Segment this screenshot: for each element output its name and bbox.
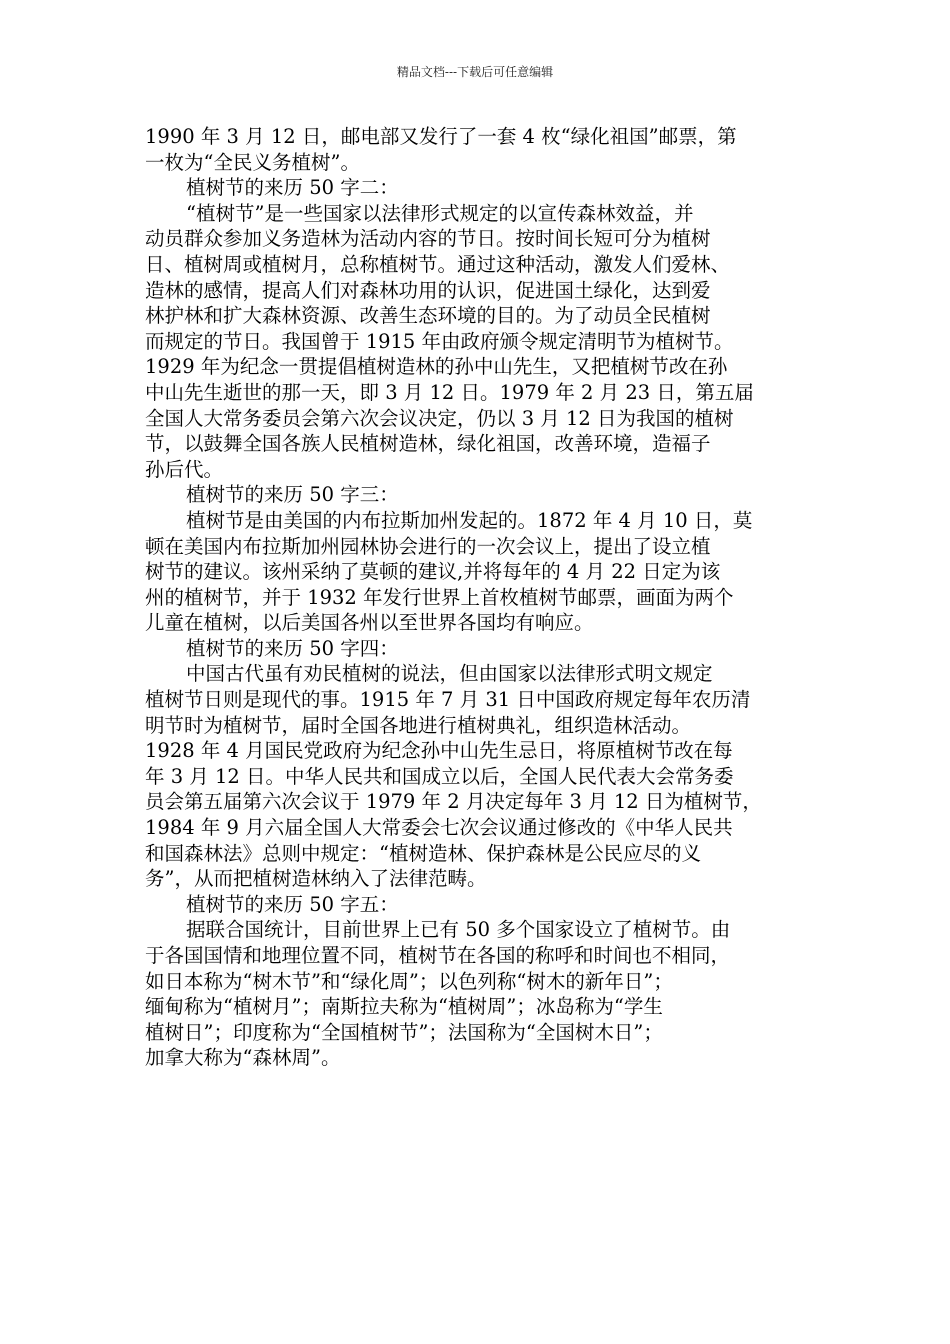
text-line: 植树节的来历 50 字三：	[186, 483, 399, 507]
text-line: 动员群众参加义务造林为活动内容的节日。按时间长短可分为植树	[145, 227, 711, 251]
text-line: 中国古代虽有劝民植树的说法，但由国家以法律形式明文规定	[186, 662, 713, 686]
text-line: 林护林和扩大森林资源、改善生态环境的目的。为了动员全民植树	[145, 304, 711, 328]
text-line: 植树节的来历 50 字五：	[186, 892, 399, 916]
text-line: 于各国国情和地理位置不同，植树节在各国的称呼和时间也不相同，	[145, 944, 731, 967]
text-line: 一枚为“全民义务植树”。	[145, 150, 360, 174]
text-line: 和国森林法》总则中规定：“植树造林、保护森林是公民应尽的义	[145, 841, 701, 865]
text-line: 1929 年为纪念一贯提倡植树造林的孙中山先生，又把植树节改在孙	[145, 355, 728, 379]
text-line: 州的植树节，并于 1932 年发行世界上首枚植树节邮票，画面为两个	[145, 585, 734, 609]
text-line: 儿童在植树，以后美国各州以至世界各国均有响应。	[145, 611, 594, 635]
page-header: 精品文档---下载后可任意编辑	[396, 65, 554, 79]
text-line: 员会第五届第六次会议于 1979 年 2 月决定每年 3 月 12 日为植树节，	[145, 790, 762, 814]
text-line: 树节的建议。该州采纳了莫顿的建议,并将每年的 4 月 22 日定为该	[145, 560, 721, 584]
text-line: 孙后代。	[145, 457, 224, 481]
text-line: 植树节的来历 50 字四：	[186, 636, 399, 660]
text-line: 造林的感情，提高人们对森林功用的认识，促进国土绿化，达到爱	[145, 278, 711, 302]
text-line: 而规定的节日。我国曾于 1915 年由政府颁令规定清明节为植树节。	[145, 329, 734, 353]
text-line: 如日本称为“树木节”和“绿化周”；以色列称“树木的新年日”；	[145, 969, 673, 993]
text-line: “植树节”是一些国家以法律形式规定的以宣传森林效益，并	[186, 201, 694, 225]
text-line: 中山先生逝世的那一天，即 3 月 12 日。1979 年 2 月 23 日，第五届	[145, 380, 754, 404]
text-line: 务”，从而把植树造林纳入了法律范畴。	[145, 867, 487, 891]
text-line: 日、植树周或植树月，总称植树节。通过这种活动，激发人们爱林、	[145, 252, 731, 276]
document-body	[145, 124, 805, 1071]
text-line: 年 3 月 12 日。中华人民共和国成立以后，全国人民代表大会常务委	[145, 764, 734, 788]
text-line: 植树节日则是现代的事。1915 年 7 月 31 日中国政府规定每年农历清	[145, 688, 751, 712]
text-line: 1984 年 9 月六届全国人大常委会七次会议通过修改的《中华人民共	[145, 816, 733, 840]
text-line: 节，以鼓舞全国各族人民植树造林，绿化祖国，改善环境，造福子	[145, 432, 711, 456]
text-line: 植树节是由美国的内布拉斯加州发起的。1872 年 4 月 10 日，莫	[186, 508, 753, 532]
text-line: 明节时为植树节，届时全国各地进行植树典礼，组织造林活动。	[145, 713, 692, 737]
text-line: 1990 年 3 月 12 日，邮电部又发行了一套 4 枚“绿化祖国”邮票，第	[145, 125, 737, 148]
text-line: 植树日”；印度称为“全国植树节”；法国称为“全国树木日”；	[145, 1020, 663, 1044]
text-line: 加拿大称为“森林周”。	[145, 1046, 341, 1070]
text-line: 缅甸称为“植树月”；南斯拉夫称为“植树周”；冰岛称为“学生	[145, 995, 663, 1019]
text-line: 1928 年 4 月国民党政府为纪念孙中山先生忌日，将原植树节改在每	[145, 739, 733, 763]
text-line: 全国人大常务委员会第六次会议决定，仍以 3 月 12 日为我国的植树	[145, 406, 734, 430]
text-line: 顿在美国内布拉斯加州园林协会进行的一次会议上，提出了设立植	[145, 534, 711, 558]
text-line: 植树节的来历 50 字二：	[186, 176, 399, 200]
text-line: 据联合国统计，目前世界上已有 50 多个国家设立了植树节。由	[186, 918, 731, 942]
